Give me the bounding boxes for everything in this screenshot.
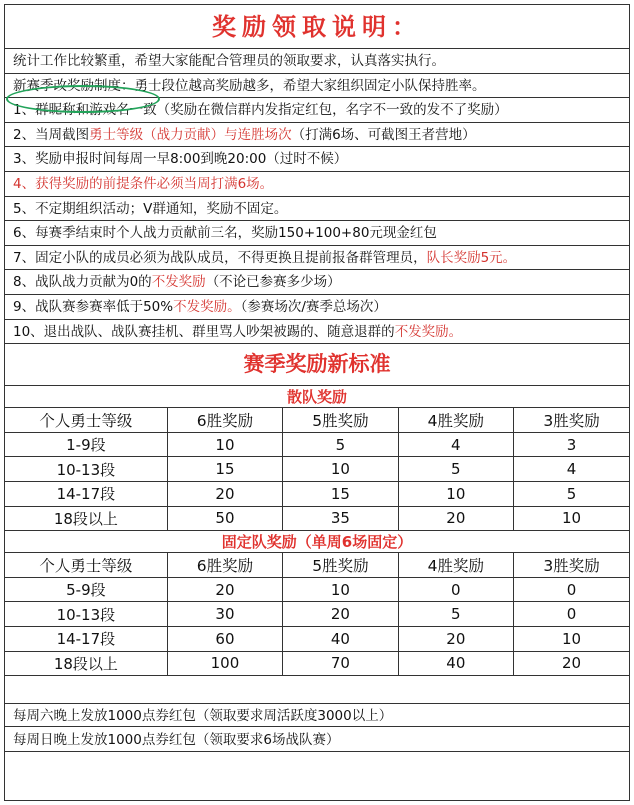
rule-item [5,246,629,271]
reward-cell: 30 [167,602,282,627]
rule-item [5,221,629,246]
footer-note: 每周六晚上发放1000点券红包（领取要求周活跃度3000以上） [5,703,629,727]
reward-cell: 20 [398,506,513,531]
reward-cell: 5 [398,457,513,482]
level-cell: 18段以上 [5,651,167,676]
reward-cell: 0 [398,577,513,602]
rule-text: 3、奖励申报时间每周一早8:00到晚20:00（过时不候） [13,151,348,168]
rule-item [5,147,629,172]
column-header: 5胜奖励 [283,408,398,432]
reward-cell: 20 [283,602,398,627]
page-title: 奖励领取说明： [5,5,629,49]
table-row [5,506,629,531]
reward-cell: 20 [167,577,282,602]
reward-cell: 10 [167,432,282,457]
rule-item [5,49,629,74]
column-header: 个人勇士等级 [5,553,167,577]
footer-note: 每周日晚上发放1000点券红包（领取要求6场战队赛） [5,728,629,752]
column-header: 4胜奖励 [398,553,513,577]
reward-cell: 10 [283,457,398,482]
reward-table [5,408,629,531]
table-row [5,577,629,602]
rule-item [5,123,629,148]
level-cell: 10-13段 [5,602,167,627]
rule-item [5,270,629,295]
reward-cell: 40 [398,651,513,676]
table-row [5,602,629,627]
rule-text: 8、战队战力贡献为0的 [13,274,152,291]
table-row [5,481,629,506]
reward-cell: 0 [514,577,629,602]
table-title: 散队奖励 [5,386,629,408]
rule-item [5,197,629,222]
column-header: 4胜奖励 [398,408,513,432]
level-cell: 14-17段 [5,481,167,506]
level-cell: 14-17段 [5,626,167,651]
reward-cell: 15 [283,481,398,506]
reward-cell: 60 [167,626,282,651]
rule-text: （打满6场、可截图王者营地） [291,126,476,143]
rule-text: （参赛场次/赛季总场次） [240,299,387,315]
rule-item [5,98,629,123]
rule-item [5,74,629,99]
reward-cell: 10 [514,506,629,531]
level-cell: 10-13段 [5,457,167,482]
column-header: 3胜奖励 [514,553,629,577]
rule-text: 1、群昵称和游戏名一致（奖励在微信群内发指定红包，名字不一致的发不了奖励） [13,102,508,119]
rule-highlight-text: 4、获得奖励的前提条件必须当周打满6场。 [13,176,274,192]
table-row [5,651,629,676]
reward-table [5,553,629,676]
rule-text: 7、固定小队的成员必须为战队成员，不得更换且提前报备群管理员， [13,249,427,266]
table-row [5,432,629,457]
column-header: 个人勇士等级 [5,408,167,432]
table-header-row [5,553,629,577]
rule-highlight-text: 勇士等级（战力贡献）与连胜场次 [89,126,292,143]
rule-item [5,172,629,197]
rule-text: 统计工作比较繁重，希望大家能配合管理员的领取要求，认真落实执行。 [13,53,445,69]
reward-cell: 20 [514,651,629,676]
reward-cell: 15 [167,457,282,482]
reward-cell: 10 [398,481,513,506]
level-cell: 1-9段 [5,432,167,457]
rule-highlight-text: 队长奖励5元。 [426,249,517,266]
reward-cell: 3 [514,432,629,457]
reward-cell: 4 [514,457,629,482]
reward-cell: 40 [283,626,398,651]
reward-cell: 5 [283,432,398,457]
level-cell: 5-9段 [5,577,167,602]
reward-cell: 20 [167,481,282,506]
rule-text: 10、退出战队、战队赛挂机、群里骂人吵架被踢的、随意退群的 [13,323,395,340]
rule-highlight-text: 不发奖励。 [173,299,241,315]
rule-text: 2、当周截图 [13,126,90,143]
reward-cell: 0 [514,602,629,627]
reward-cell: 5 [398,602,513,627]
reward-cell: 100 [167,651,282,676]
column-header: 6胜奖励 [167,408,282,432]
rule-text: （不论已参赛多少场） [205,274,341,291]
rule-item [5,295,629,320]
reward-cell: 10 [283,577,398,602]
reward-sheet [4,4,630,801]
reward-cell: 50 [167,506,282,531]
reward-cell: 20 [398,626,513,651]
rule-text: 6、每赛季结束时个人战力贡献前三名，奖励150+100+80元现金红包 [13,225,437,242]
table-row [5,457,629,482]
reward-cell: 4 [398,432,513,457]
reward-cell: 35 [283,506,398,531]
column-header: 6胜奖励 [167,553,282,577]
column-header: 5胜奖励 [283,553,398,577]
level-cell: 18段以上 [5,506,167,531]
reward-cell: 10 [514,626,629,651]
rule-text: 5、不定期组织活动；V群通知，奖励不固定。 [13,200,288,217]
table-title: 固定队奖励（单周6场固定） [5,531,629,553]
season-title: 赛季奖励新标准 [5,344,629,386]
rule-text: 9、战队赛参赛率低于50% [13,299,174,315]
rule-highlight-text: 不发奖励 [151,274,206,291]
table-header-row [5,408,629,432]
rule-highlight-text: 不发奖励。 [394,323,463,340]
table-row [5,626,629,651]
rule-item [5,320,629,345]
reward-cell: 70 [283,651,398,676]
column-header: 3胜奖励 [514,408,629,432]
reward-cell: 5 [514,481,629,506]
rule-text: 新赛季改奖励制度：勇士段位越高奖励越多，希望大家组织固定小队保持胜率。 [13,77,486,94]
